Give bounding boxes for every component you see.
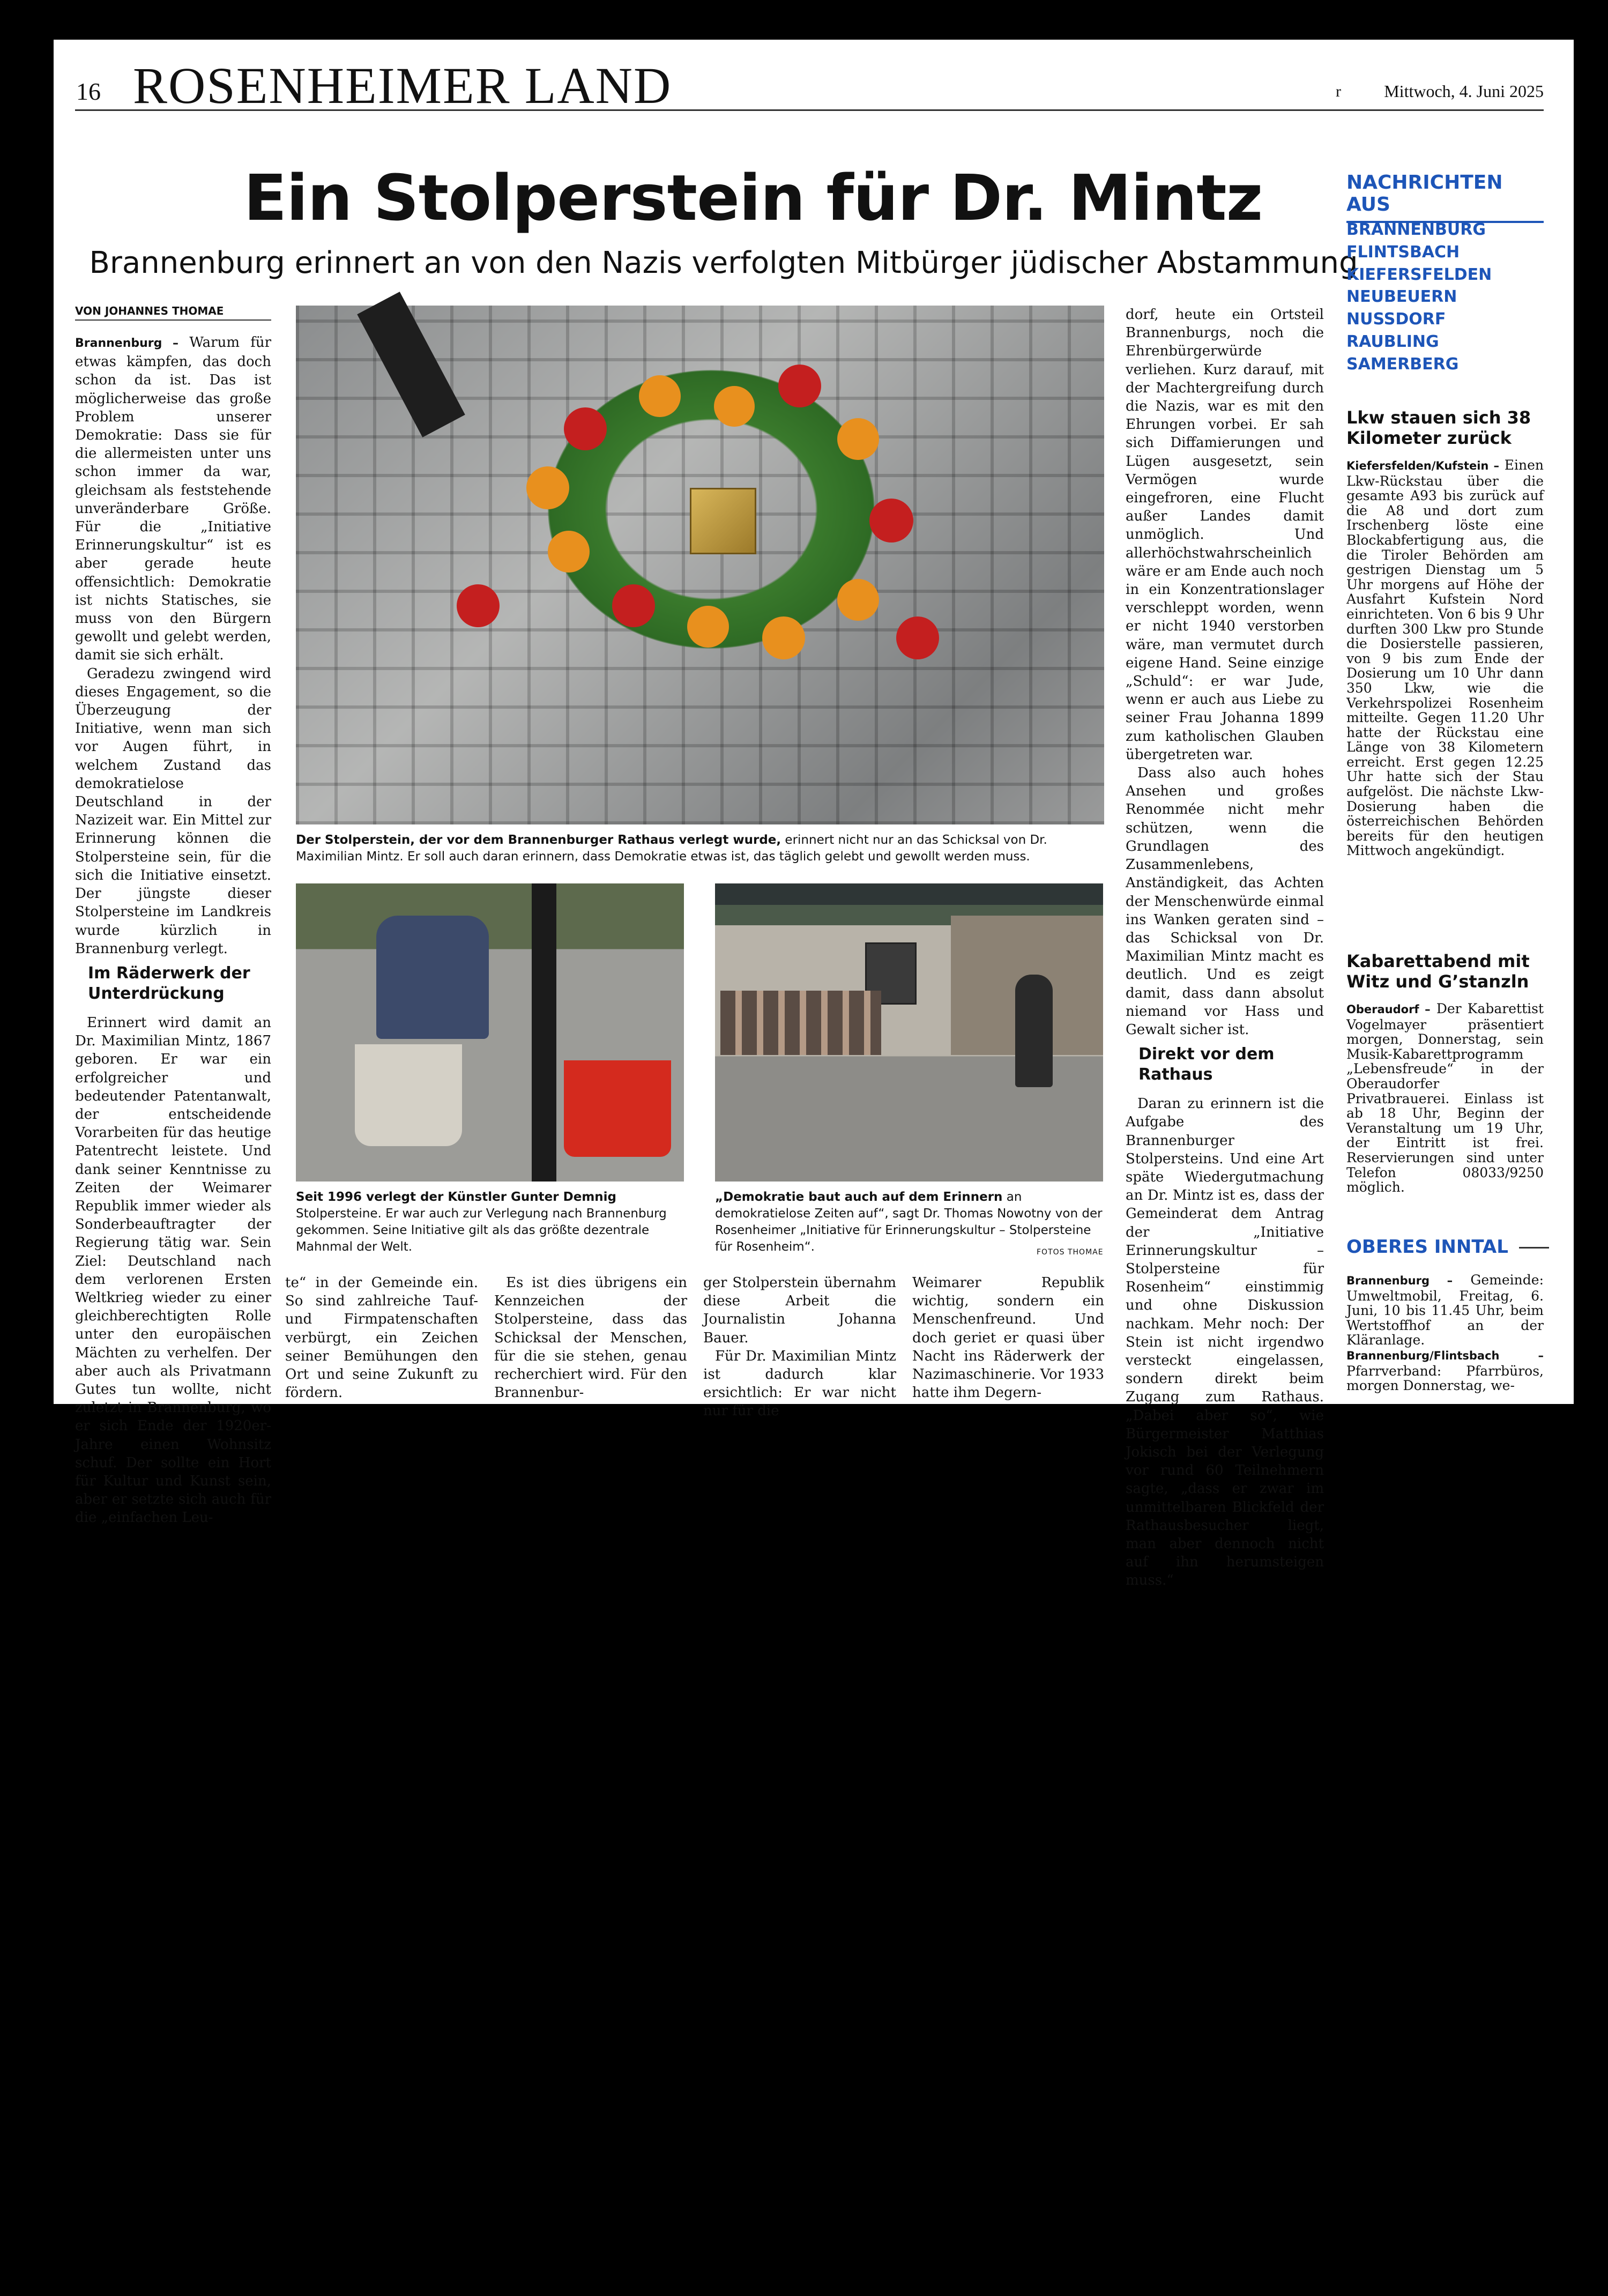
person-shape: [376, 916, 489, 1039]
town-link-samerberg[interactable]: SAMERBERG: [1346, 354, 1459, 374]
paragraph: Es ist dies übrigens ein Kennzeichen der Stolpersteine, dass das Schicksal der Menschen, für die sie stehen, genau recherchiert wird. Für den Brannenbur-: [494, 1275, 687, 1401]
rose-shape: [869, 499, 913, 543]
page-header: [75, 56, 1544, 114]
article-column-4: [703, 1274, 896, 1421]
town-link-raubling[interactable]: RAUBLING: [1346, 332, 1439, 351]
article-column-3: [494, 1274, 687, 1402]
stolperstein-photo: [296, 306, 1104, 824]
ceremony-photo: [715, 883, 1103, 1182]
article-subhead: Im Räderwerk der Unterdrückung: [88, 963, 250, 1003]
article-column-right: [1126, 306, 1324, 1590]
rose-shape: [564, 407, 607, 450]
news-body: Oberaudorf – Der Kabarettist Vogelmayer präsentiert morgen, Donnerstag, sein Musik-Kabarettprogramm „Lebensfreude“ in der Oberaudorfer Privatbrauerei. Einlass ist ab 18 Uhr, Beginn der Veranstaltung um 19 Uhr, der Eintritt ist frei. Reservierungen sind unter Telefon 08033/9250 möglich.: [1346, 1001, 1544, 1195]
town-link-kiefersfelden[interactable]: KIEFERSFELDEN: [1346, 265, 1492, 284]
bucket-shape: [355, 1044, 462, 1146]
news-body: Kiefersfelden/Kufstein – Einen Lkw-Rückstau über die gesamte A93 bis zurück auf die A8 und dort zum Irschenberg löste eine Blockabfertigung aus, die die Tiroler Behörden am gestrigen Dienstag um 5 Uhr morgens auf Höhe der Ausfahrt Kufstein Nord einrichteten. Von 6 bis 9 Uhr durften 300 Lkw pro Stunde die Dosierstelle passieren, von 9 bis zum Ende der Dosierung um 10 Uhr dann 350 Lkw, wie die Verkehrspolizei Rosenheim mitteilte. Gegen 11.20 Uhr hatte der Rückstau eine Länge von 38 Kilometern erreicht. Erst gegen 12.25 Uhr hatte sich der Stau aufgelöst. Die nächste Lkw-Dosierung haben die österreichischen Behörden bereits für den heutigen Mittwoch angekündigt.: [1346, 457, 1544, 859]
paragraph: Erinnert wird damit an Dr. Maximilian Mintz, 1867 geboren. Er war ein erfolgreicher und bedeutender Patentanwalt, der entscheidende Vorarbeiten für das heutige Patentrecht leistete. Und dank seiner Kenntnisse zu Zeiten der Weimarer Republik immer wieder als Sonderbeauftragter der Regierung tätig war. Sein Ziel: Deutschland nach dem verlorenen Ersten Weltkrieg wieder zu einer gleichberechtigten Rolle unter den europäischen Mächten zu verhelfen. Der aber auch als Privatmann Gutes tun wollte, nicht zuletzt in Brannenburg, wo er sich Ende der 1920er-Jahre einen Wohnsitz schuf. Der sollte ein Hort für Kultur und Kunst sein, aber er setzte sich auch für die „einfachen Leu-: [75, 1014, 271, 1526]
news-brief: Brannenburg – Gemeinde: Umweltmobil, Freitag, 6. Juni, 10 bis 11.45 Uhr, beim Wertstoffhof an der Kläranlage. Brannenburg/Flintsbach – Pfarrverband: Pfarrbüros, morgen Donnerstag, we-: [1346, 1272, 1544, 1394]
paragraph: te“ in der Gemeinde ein. So sind zahlreiche Tauf- und Firmpatenschaften verbürgt, ein Zeichen seiner Bemühungen den Ort und seine Zukunft zu fördern.: [285, 1275, 478, 1401]
photo-caption: Seit 1996 verlegt der Künstler Gunter Demnig Stolpersteine. Er war auch zur Verlegung nach Brannenburg gekommen. Seine Initiative gilt als das größte dezentrale Mahnmal der Welt.: [296, 1190, 667, 1254]
article-headline: Ein Stolperstein für Dr. Mintz: [243, 161, 1263, 235]
canopy-shape: [715, 883, 1103, 905]
paragraph: Warum für etwas kämpfen, das doch schon da ist. Das ist möglicherweise das große Problem unserer Demokratie: Dass sie für die allermeisten unter uns schon immer da war, gleichsam als feststehende unveränderbare Größe. Für die „Initiative Erinnerungskultur“ ist es aber gerade heute offensichtlich: Demokratie ist nichts Statisches, sie muss von den Bürgern gewollt und gelebt werden, damit sie sich erhält.: [75, 335, 272, 664]
paragraph: Weimarer Republik wichtig, sondern ein Menschenfreund. Und doch geriet er quasi über Nacht ins Räderwerk der Nazimaschinerie. Vor 1933 hatte ihm Degern-: [912, 1275, 1104, 1401]
paragraph: Für Dr. Maximilian Mintz ist dadurch klar ersichtlich: Er war nicht nur für die: [703, 1348, 896, 1420]
paragraph: Daran zu erinnern ist die Aufgabe des Brannenburger Stolpersteins. Und eine Art späte Wiedergutmachung an Dr. Mintz ist es, dass der Gemeinderat dem Antrag der „Initiative Erinnerungskultur – Stolpersteine für Rosenheim“ einstimmig und ohne Diskussion nachkam. Mehr noch: Der Stein ist nicht irgendwo versteckt eingelassen, sondern direkt beim Zugang zum Rathaus. „Dabei aber so“, wie Bürgermeister Matthias Jokisch bei der Verlegung vor rund 60 Teilnehmern sagte, „dass er zwar im unmittelbaren Blickfeld der Rathausbesucher liegt, man aber dennoch nicht auf ihn herumsteigen muss.“: [1126, 1096, 1324, 1589]
rose-shape: [837, 418, 879, 460]
section-title: ROSENHEIMER LAND: [133, 57, 672, 114]
news-headline: Kabarettabend mit Witz und G’stanzln: [1346, 951, 1530, 992]
paragraph: Geradezu zwingend wird dieses Engagement, so die Überzeugung der Initiative, wenn man sich vor Augen führt, in welchem Zustand das demokratielose Deutschland in der Nazizeit war. Ein Mittel zur Erinnerung können die Stolpersteine sein, für die sich die Initiative einsetzt. Der jüngste dieser Stolpersteine im Landkreis wurde kürzlich in Brannenburg verlegt.: [75, 665, 271, 957]
rose-shape: [896, 616, 939, 659]
brass-stone: [690, 488, 756, 554]
town-link-flintsbach[interactable]: FLINTSBACH: [1346, 242, 1460, 262]
article-column-1: [75, 333, 271, 1527]
photo-credit: FOTOS THOMAE: [1037, 1248, 1104, 1257]
rose-shape: [457, 584, 500, 627]
rose-shape: [526, 466, 569, 509]
rose-shape: [837, 579, 879, 621]
town-link-brannenburg[interactable]: BRANNENBURG: [1346, 220, 1486, 239]
article-column-5: [912, 1274, 1104, 1402]
rose-shape: [639, 375, 681, 417]
dateline: Brannenburg –: [75, 337, 178, 350]
article-subheadline: Brannenburg erinnert an von den Nazis verfolgten Mitbürger jüdischer Abstammung: [89, 246, 1358, 280]
artist-photo: [296, 883, 684, 1182]
red-bucket-shape: [564, 1060, 671, 1157]
paragraph: Dass also auch hohes Ansehen und großes Renommée nicht mehr schützen, wenn die Grundlagen des Zusammenlebens, Anständigkeit, das Achten der Menschenwürde einmal ins Wanken geraten sind – das Schicksal von Dr. Maximilian Mintz macht es deutlich. Und es zeigt damit, dass dann absolut niemand vor Hass und Gewalt sicher ist.: [1126, 765, 1324, 1038]
sidebar-section-title: OBERES INNTAL: [1346, 1236, 1549, 1258]
sidebar-title: NACHRICHTEN AUS: [1346, 172, 1544, 223]
paragraph: ger Stolperstein übernahm diese Arbeit die Journalistin Johanna Bauer.: [703, 1275, 896, 1346]
article-subhead: Direkt vor dem Rathaus: [1138, 1045, 1275, 1084]
news-headline: Lkw stauen sich 38 Kilometer zurück: [1346, 407, 1531, 448]
rose-shape: [548, 531, 590, 573]
rose-shape: [714, 386, 755, 427]
speaker-shape: [1015, 975, 1053, 1087]
rose-shape: [612, 584, 655, 627]
rose-shape: [687, 606, 729, 648]
edition-mark: r: [1336, 83, 1341, 100]
paragraph: dorf, heute ein Ortsteil Brannenburgs, noch die Ehrenbürgerwürde verliehen. Kurz darauf, mit der Machtergreifung durch die Nazis, war es mit den Ehrungen vorbei. Er sah sich Diffamierungen und Lügen ausgesetzt, sein Vermögen wurde eingefroren, eine Flucht außer Landes damit unmöglich. Und allerhöchstwahrscheinlich wäre er am Ende auch noch in ein Konzentrationslager verschleppt worden, wenn er nicht 1940 verstorben wäre, man vermutet durch eigene Hand. Seine einzige „Schuld“: er war Jude, wenn er auch aus Liebe zu seiner Frau Johanna 1899 zum katholischen Glauben übergetreten war.: [1126, 307, 1324, 763]
page-number: 16: [76, 78, 101, 105]
signpost-shape: [532, 883, 556, 1182]
article-byline: VON JOHANNES THOMAE: [75, 304, 271, 321]
town-link-neubeuern[interactable]: NEUBEUERN: [1346, 287, 1457, 307]
town-link-nussdorf[interactable]: NUSSDORF: [1346, 310, 1446, 329]
photo-caption: Der Stolperstein, der vor dem Brannenburger Rathaus verlegt wurde, erinnert nicht nur an das Schicksal von Dr. Maximilian Mintz. Er soll auch daran erinnern, dass Demokratie etwas ist, das täglich gelebt und gewollt werden muss.: [296, 833, 1047, 864]
audience-shape: [720, 991, 881, 1055]
town-list: [1346, 219, 1492, 376]
photo-caption: „Demokratie baut auch auf dem Erinnern an demokratielose Zeiten auf“, sagt Dr. Thomas Nowotny von der Rosenheimer „Initiative für Erinnerungskultur – Stolpersteine für Rosenheim“.: [715, 1190, 1103, 1254]
rose-shape: [778, 365, 821, 407]
rose-shape: [762, 616, 805, 659]
signpost-shape: [357, 292, 465, 437]
article-column-2: [285, 1274, 478, 1402]
newspaper-page: [54, 40, 1574, 1589]
issue-date: Mittwoch, 4. Juni 2025: [1384, 81, 1544, 101]
